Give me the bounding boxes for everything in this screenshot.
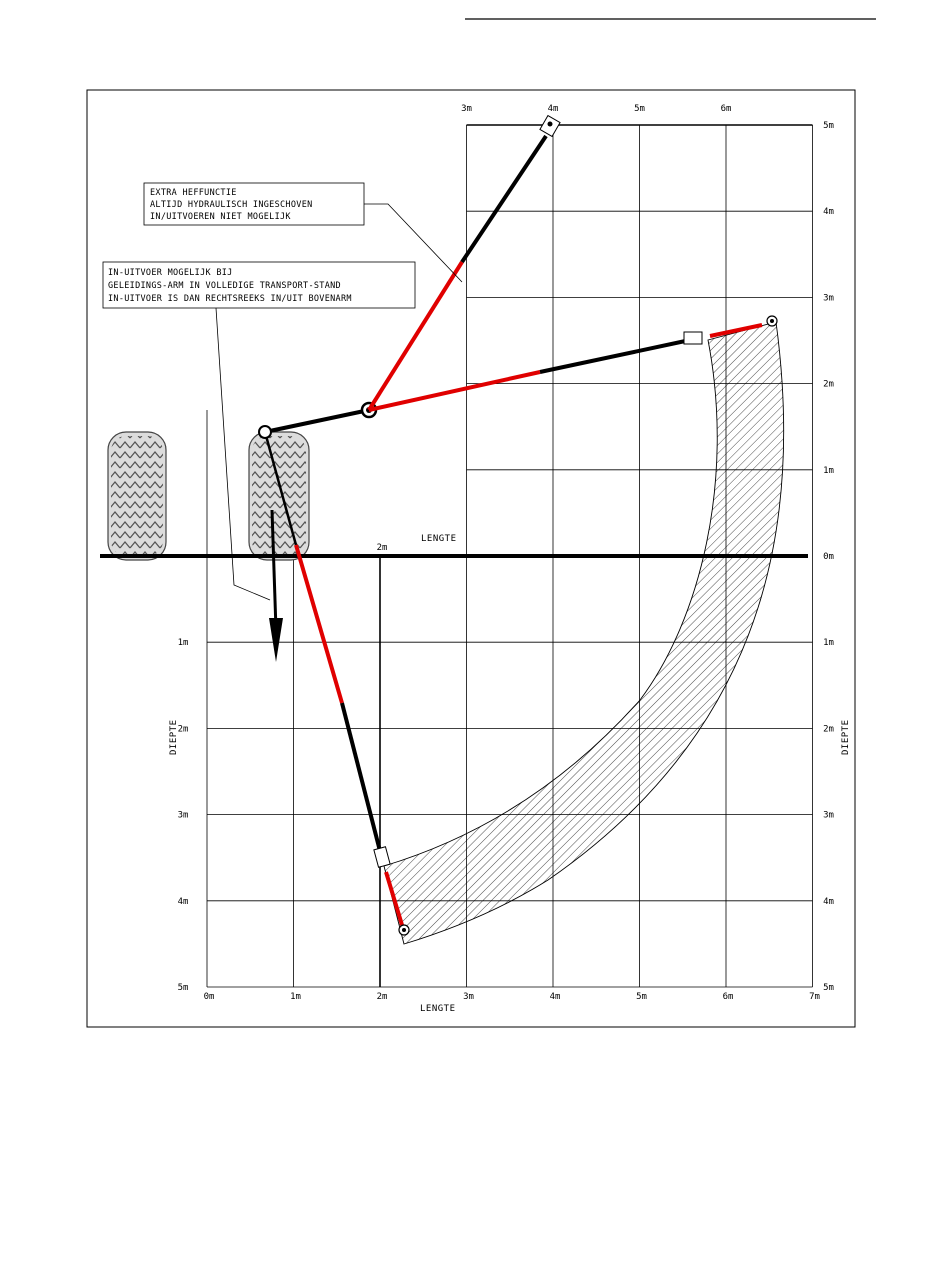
reach-area [384, 322, 784, 944]
tick-mid-x: 2m [376, 543, 388, 553]
tick-bottom-x: 0m [203, 992, 215, 1002]
tick-bottom-x: 4m [549, 992, 561, 1002]
tick-left-depth: 2m [177, 724, 189, 735]
tick-left-depth: 4m [177, 896, 189, 907]
tick-right-depth: 1m [823, 638, 834, 649]
tick-right-depth: 4m [823, 896, 834, 907]
diepte-label-left: DIEPTE [169, 719, 179, 755]
tick-right-height: 2m [823, 379, 834, 390]
tick-left-depth: 1m [177, 638, 189, 649]
note-in-uitvoer [103, 262, 415, 308]
tick-right-height: 5m [823, 121, 834, 131]
tick-right-depth: 5m [823, 983, 834, 993]
lengte-label-top: LENGTE [421, 534, 457, 544]
tick-right-height: 1m [823, 465, 834, 476]
tick-right-height: 3m [823, 293, 834, 304]
note-extra-line-3: IN/UITVOEREN NIET MOGELIJK [150, 212, 291, 222]
note-extra-heffunctie [144, 183, 364, 225]
tick-bottom-x: 5m [636, 992, 647, 1002]
note-inuit-line-3: IN-UITVOER IS DAN RECHTSREEKS IN/UIT BOVENARM [108, 294, 352, 304]
tick-bottom-x: 2m [376, 992, 388, 1002]
tick-top-x: 3m [461, 104, 472, 114]
tick-top-x: 6m [720, 104, 732, 114]
tick-ground: 0m [823, 552, 834, 562]
note-extra-line-2: ALTIJD HYDRAULISCH INGESCHOVEN [150, 200, 313, 210]
lower-arm [265, 432, 409, 935]
tick-right-depth: 3m [823, 810, 834, 821]
tick-bottom-x: 3m [463, 992, 474, 1002]
lengte-label-bottom: LENGTE [420, 1004, 456, 1014]
tick-right-depth: 2m [823, 724, 834, 735]
tick-bottom-x: 7m [809, 992, 820, 1002]
note-inuit-line-1: IN-UITVOER MOGELIJK BIJ [108, 268, 233, 278]
tick-left-depth: 5m [177, 983, 189, 993]
note-inuit-line-2: GELEIDINGS-ARM IN VOLLEDIGE TRANSPORT-STAND [108, 281, 341, 291]
tick-left-depth: 3m [177, 810, 189, 821]
diepte-label-right: DIEPTE [841, 719, 851, 755]
tick-bottom-x: 6m [722, 992, 734, 1002]
note-extra-line-1: EXTRA HEFFUNCTIE [150, 188, 237, 198]
front-tire [249, 432, 309, 560]
rear-tire [108, 432, 166, 560]
tick-right-height: 4m [823, 207, 834, 218]
tick-top-x: 4m [547, 104, 559, 114]
tick-bottom-x: 1m [290, 992, 301, 1002]
tick-top-x: 5m [634, 104, 645, 114]
